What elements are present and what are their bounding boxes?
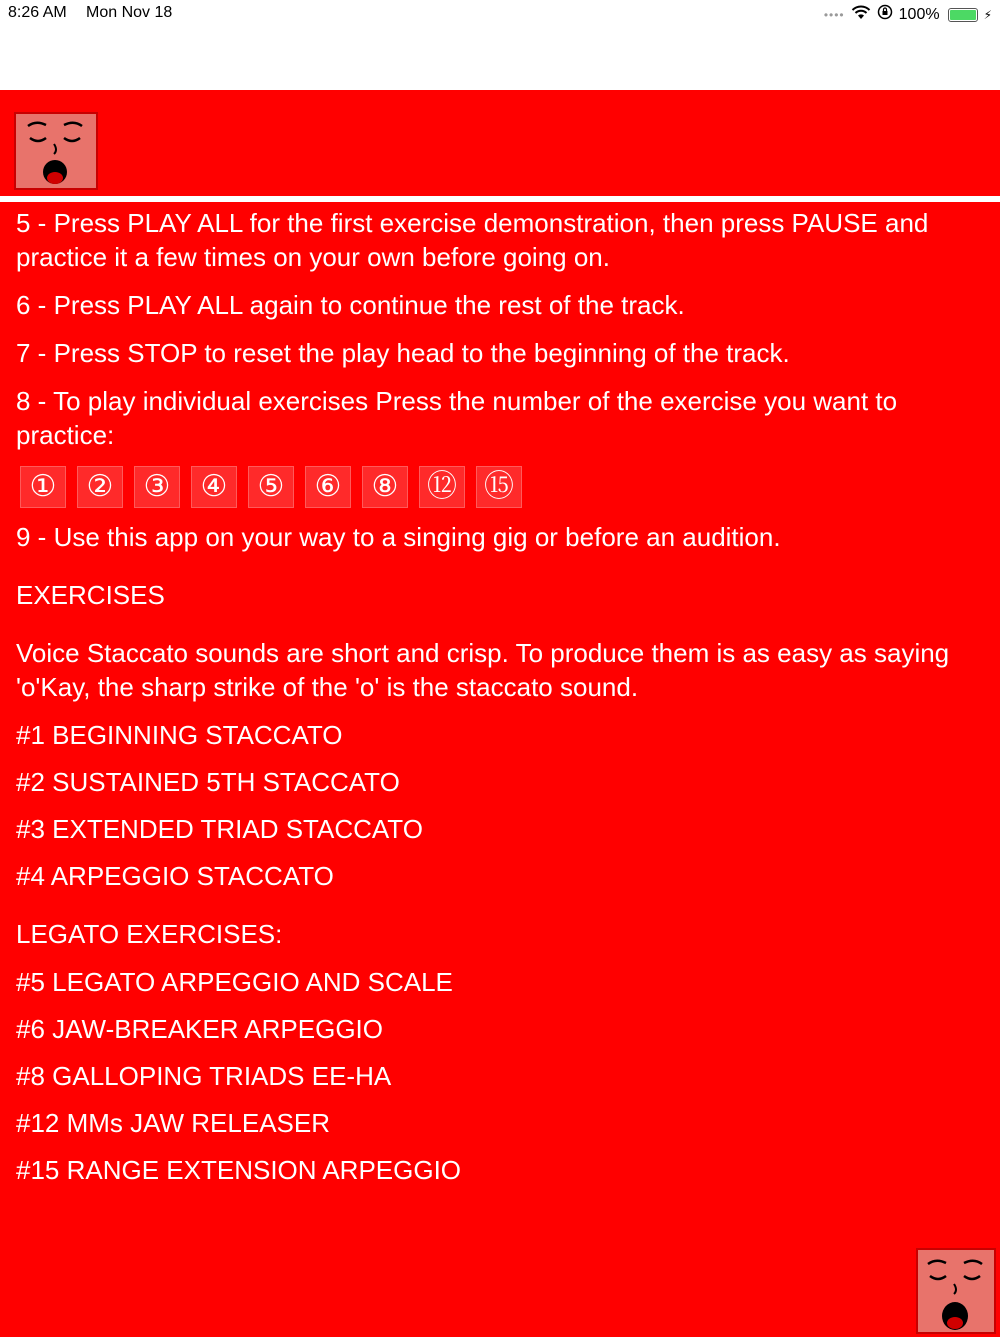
staccato-description: Voice Staccato sounds are short and crisp. To produce them is as easy as saying 'o'Kay, the sharp strike of the 'o' is the staccato sound. — [16, 638, 950, 702]
exercise-4-button[interactable]: ④ — [191, 466, 237, 508]
instruction-step-9: 9 - Use this app on your way to a singing gig or before an audition. — [16, 522, 781, 552]
instruction-step-7: 7 - Press STOP to reset the play head to the beginning of the track. — [16, 338, 790, 368]
legato-exercise-6: #6 JAW-BREAKER ARPEGGIO — [16, 1014, 383, 1044]
battery-icon — [948, 8, 978, 22]
orientation-lock-icon — [877, 4, 893, 25]
staccato-exercise-2: #2 SUSTAINED 5TH STACCATO — [16, 767, 400, 797]
legato-heading: LEGATO EXERCISES: — [16, 919, 283, 949]
legato-exercise-12: #12 MMs JAW RELEASER — [16, 1108, 331, 1138]
exercise-2-button[interactable]: ② — [77, 466, 123, 508]
wifi-icon — [851, 4, 871, 25]
status-time: 8:26 AM — [8, 4, 67, 21]
staccato-exercise-1: #1 BEGINNING STACCATO — [16, 720, 343, 750]
status-date: Mon Nov 18 — [86, 4, 173, 21]
exercise-number-buttons — [20, 466, 986, 508]
legato-exercise-8: #8 GALLOPING TRIADS EE-HA — [16, 1061, 392, 1091]
exercise-3-button[interactable]: ③ — [134, 466, 180, 508]
status-bar — [0, 0, 1000, 90]
instruction-step-8: 8 - To play individual exercises Press the number of the exercise you want to practice: — [16, 386, 898, 450]
status-right — [824, 4, 992, 25]
singing-face-icon[interactable] — [14, 112, 98, 190]
header-divider — [0, 196, 1000, 202]
signal-dots: •••• — [823, 7, 845, 22]
singing-face-icon-bottom[interactable] — [916, 1248, 996, 1334]
instruction-step-5: 5 - Press PLAY ALL for the first exercise demonstration, then press PAUSE and practice it a few times on your own before going on. — [16, 208, 929, 272]
exercise-5-button[interactable]: ⑤ — [248, 466, 294, 508]
exercise-15-button[interactable]: ⑮ — [476, 466, 522, 508]
header-bar — [0, 90, 1000, 196]
exercise-6-button[interactable]: ⑥ — [305, 466, 351, 508]
legato-exercise-15: #15 RANGE EXTENSION ARPEGGIO — [16, 1155, 462, 1185]
battery-percent: 100% — [898, 5, 940, 23]
staccato-exercise-4: #4 ARPEGGIO STACCATO — [16, 861, 334, 891]
exercise-1-button[interactable]: ① — [20, 466, 66, 508]
exercises-heading: EXERCISES — [16, 580, 165, 610]
charging-bolt-icon: ⚡ — [983, 7, 992, 22]
legato-exercise-5: #5 LEGATO ARPEGGIO AND SCALE — [16, 967, 453, 997]
exercise-12-button[interactable]: ⑫ — [419, 466, 465, 508]
instruction-step-6: 6 - Press PLAY ALL again to continue the rest of the track. — [16, 290, 685, 320]
instructions-content — [16, 206, 986, 1200]
exercise-8-button[interactable]: ⑧ — [362, 466, 408, 508]
staccato-exercise-3: #3 EXTENDED TRIAD STACCATO — [16, 814, 423, 844]
